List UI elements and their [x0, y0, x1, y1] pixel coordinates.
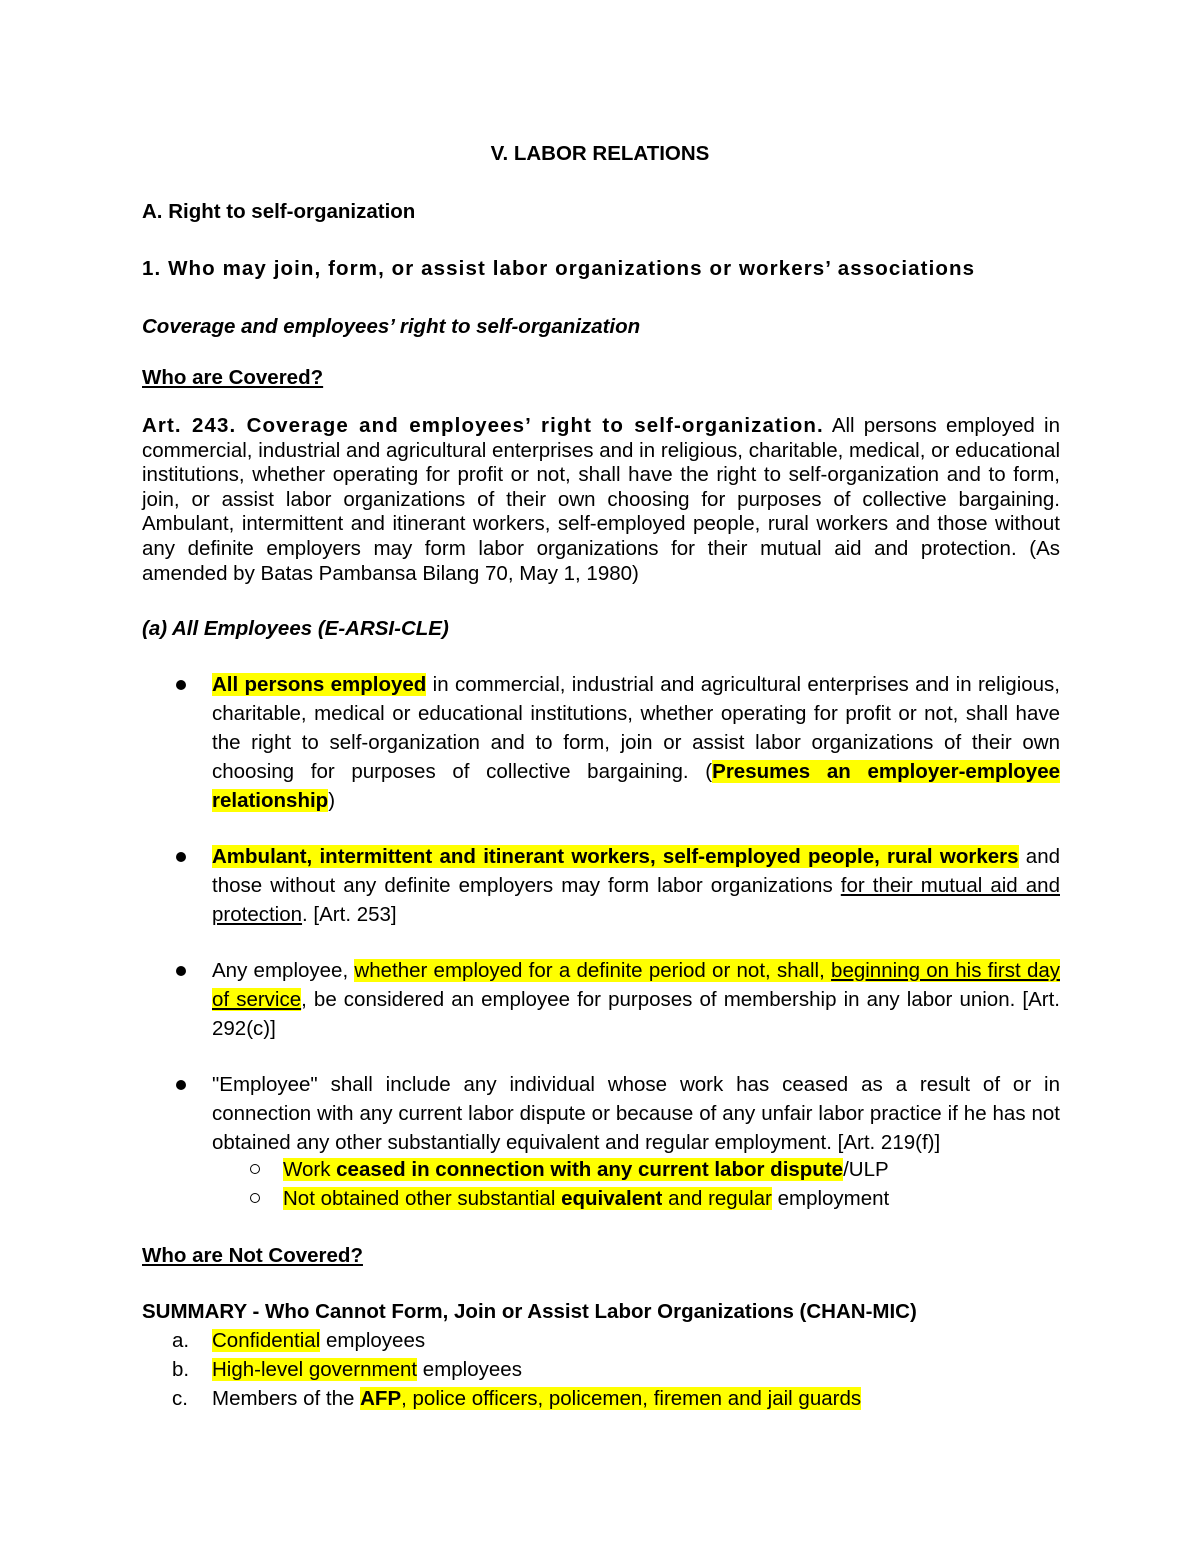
bullet-icon — [176, 966, 186, 976]
summary-item-b — [212, 1355, 522, 1384]
bullet-item-1 — [212, 670, 1060, 815]
bullet-2-text: and those without any definite employers may form labor organizations — [212, 845, 1060, 897]
subsection-heading-1: 1. Who may join, form, or assist labor organizations or workers’ associations — [142, 257, 976, 280]
sub-bullet-2-end: employment — [771, 1187, 890, 1210]
sub-bullet-2-highlight-2: and regular — [662, 1187, 772, 1210]
sub-bullet-2-highlight: Not obtained other substantial — [283, 1187, 562, 1210]
bullet-3-text: , be considered an employee for purposes of membership in any labor union. [Art. 292(c)] — [212, 988, 1060, 1040]
summary-a-highlight: Confidential — [212, 1329, 321, 1352]
bullet-1-highlight: All persons employed — [212, 673, 427, 696]
who-not-covered-heading: Who are Not Covered? — [142, 1244, 363, 1267]
sub-bullet-1 — [283, 1155, 1063, 1184]
sub-bullet-1-highlight: Work — [283, 1158, 337, 1181]
bullet-3-highlight-underline: beginning on his first day of service — [212, 959, 1060, 1011]
section-heading-a: A. Right to self-organization — [142, 200, 416, 223]
bullet-item-4 — [212, 1070, 1060, 1157]
sub-bullet-2-bold: equivalent — [561, 1187, 663, 1210]
summary-marker-a: a. — [172, 1329, 190, 1352]
bullet-icon — [176, 680, 186, 690]
summary-b-highlight: High-level government — [212, 1358, 418, 1381]
bullet-1-highlight-2: Presumes an employer-employee relationship — [212, 760, 1060, 812]
bullet-icon — [176, 852, 186, 862]
summary-c-pre: Members of the — [212, 1387, 361, 1410]
sub-bullet-1-bold: ceased in connection with any current labor dispute — [336, 1158, 844, 1181]
art-243-label: Art. 243. Coverage and employees’ right to self-organization. — [142, 414, 824, 437]
summary-item-a — [212, 1326, 425, 1355]
bullet-item-3 — [212, 956, 1060, 1043]
summary-c-highlight: , police officers, policemen, firemen and jail guards — [401, 1387, 862, 1410]
bullet-2-underline: for their mutual aid and protection — [212, 874, 1060, 926]
art-243-text: All persons employed in commercial, industrial and agricultural enterprises and in religious, charitable, medical, or educational institutions, whether operating for profit or not, shall have the right to self-organization and to form, join, or assist labor organizations of their own choosing for purposes of collective bargaining. Ambulant, intermittent and itinerant workers, self-employed people, rural workers and those without any definite employers may form labor organizations for their mutual aid and protection. (As amended by Batas Pambansa Bilang 70, May 1, 1980) — [142, 414, 1060, 585]
sub-bullet-2 — [283, 1184, 1063, 1213]
all-employees-heading: (a) All Employees (E-ARSI-CLE) — [142, 617, 449, 640]
art-243-paragraph — [142, 414, 1060, 586]
who-covered-heading: Who are Covered? — [142, 366, 324, 389]
summary-a-text: employees — [320, 1329, 426, 1352]
summary-item-c — [212, 1384, 861, 1413]
sub-bullet-1-end: /ULP — [843, 1158, 889, 1181]
summary-marker-c: c. — [172, 1387, 188, 1410]
circle-bullet-icon — [250, 1164, 260, 1174]
bullet-3-pre: Any employee, — [212, 959, 355, 982]
bullet-item-2 — [212, 842, 1060, 929]
italic-heading: Coverage and employees’ right to self-organization — [142, 315, 641, 338]
bullet-2-end: . [Art. 253] — [302, 903, 397, 926]
summary-b-text: employees — [417, 1358, 522, 1381]
page-title: V. LABOR RELATIONS — [490, 142, 710, 165]
summary-heading: SUMMARY - Who Cannot Form, Join or Assist Labor Organizations (CHAN-MIC) — [142, 1300, 917, 1323]
bullet-2-highlight: Ambulant, intermittent and itinerant workers, self-employed people, rural workers — [212, 845, 1019, 868]
bullet-3-highlight: whether employed for a definite period or not, shall, — [354, 959, 832, 982]
bullet-icon — [176, 1080, 186, 1090]
bullet-1-end: ) — [328, 789, 336, 812]
summary-marker-b: b. — [172, 1358, 190, 1381]
summary-c-bold: AFP — [360, 1387, 402, 1410]
circle-bullet-icon — [250, 1193, 260, 1203]
bullet-4-text: "Employee" shall include any individual whose work has ceased as a result of or in connection with any current labor dispute or because of any unfair labor practice if he has not obtained any other substantially equivalent and regular employment. [Art. 219(f)] — [212, 1073, 1060, 1154]
bullet-1-text: in commercial, industrial and agricultural enterprises and in religious, charitable, medical or educational institutions, whether operating for profit or not, shall have the right to self-organization and to form, join or assist labor organizations of their own choosing for purposes of collective bargaining. ( — [212, 673, 1060, 783]
